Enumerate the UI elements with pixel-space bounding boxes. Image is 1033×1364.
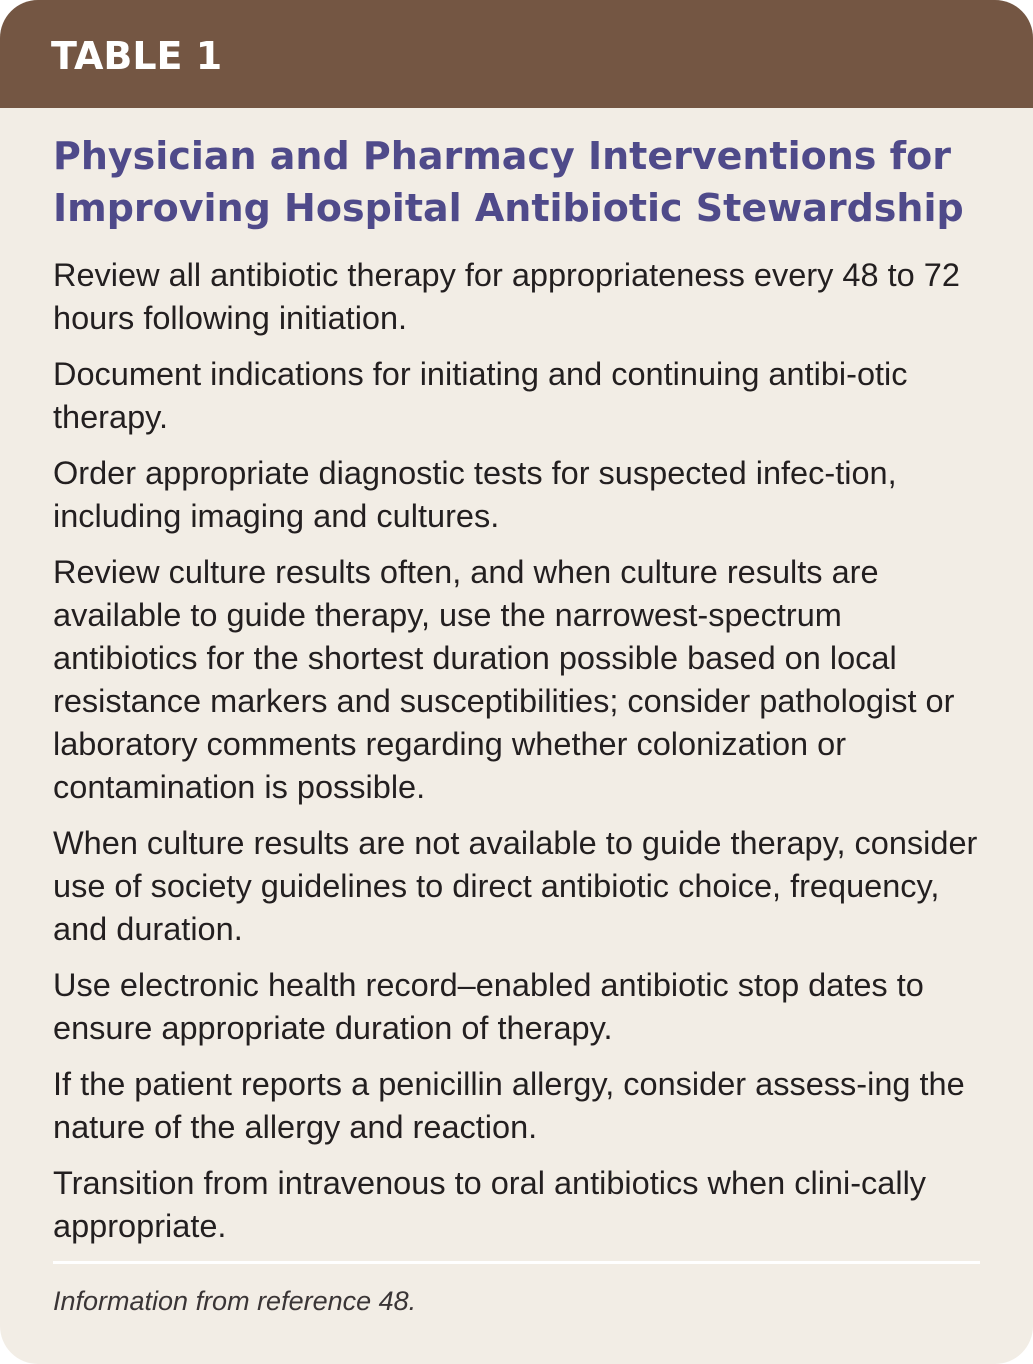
footnote-divider xyxy=(53,1261,980,1264)
list-item: If the patient reports a penicillin allergy, consider assess-ing the nature of the allergy and reaction. xyxy=(53,1066,965,1145)
list-item: Transition from intravenous to oral antibiotics when clini-cally appropriate. xyxy=(53,1165,927,1244)
list-item: When culture results are not available to guide therapy, consider use of society guidelines to direct antibiotic choice, frequency, and duration. xyxy=(53,825,978,947)
table-label: TABLE 1 xyxy=(51,34,223,78)
footnote: Information from reference 48. xyxy=(53,1286,417,1316)
list-item: Review all antibiotic therapy for appropriateness every 48 to 72 hours following initiation. xyxy=(53,257,960,336)
list-item: Review culture results often, and when culture results are available to guide therapy, use the narrowest-spectrum antibiotics for the shortest duration possible based on local resistance markers and susceptibilities; consider pathologist or laboratory comments regarding whether colonization or contamination is possible. xyxy=(53,554,955,805)
list-item: Use electronic health record–enabled antibiotic stop dates to ensure appropriate duration of therapy. xyxy=(53,967,924,1046)
table-title: Physician and Pharmacy Interventions for Improving Hospital Antibiotic Stewardship xyxy=(53,134,964,230)
list-item: Document indications for initiating and continuing antibi-otic therapy. xyxy=(53,356,908,435)
list-item: Order appropriate diagnostic tests for suspected infec-tion, including imaging and cultures. xyxy=(53,455,897,534)
table-header-bar xyxy=(0,0,1033,108)
